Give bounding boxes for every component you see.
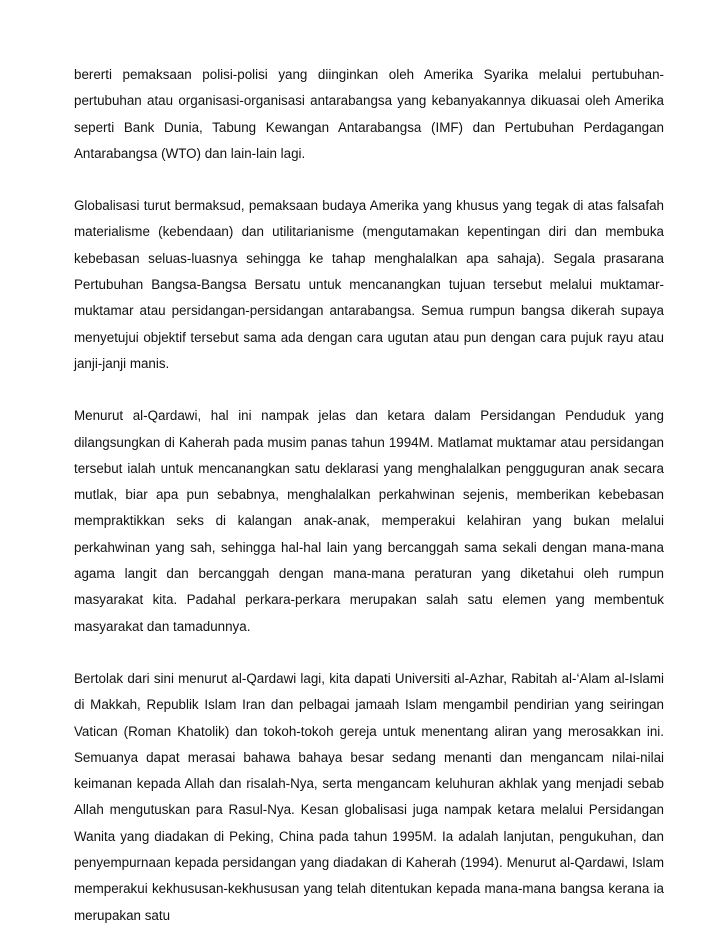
paragraph-gap	[74, 377, 664, 403]
paragraph: Bertolak dari sini menurut al-Qardawi lagi, kita dapati Universiti al-Azhar, Rabitah al-‘Alam al-Islami di Makkah, Republik Islam Iran dan pelbagai jamaah Islam mengambil pendirian yang seiringan Vatican (Roman Khatolik) dan tokoh-tokoh gereja untuk menentang aliran yang merosakkan ini. Semuanya dapat merasai bahawa bahaya besar sedang menanti dan mengancam nilai-nilai keimanan kepada Allah dan risalah-Nya, serta mengancam keluhuran akhlak yang menjadi sebab Allah mengutuskan para Rasul-Nya. Kesan globalisasi juga nampak ketara melalui Persidangan Wanita yang diadakan di Peking, China pada tahun 1995M. Ia adalah lanjutan, pengukuhan, dan penyempurnaan kepada persidangan yang diadakan di Kaherah (1994). Menurut al-Qardawi, Islam memperakui kekhususan-kekhususan yang telah ditentukan kepada mana-mana bangsa kerana ia merupakan satu	[74, 670, 664, 923]
paragraph-gap	[74, 167, 664, 193]
paragraph-gap	[74, 640, 664, 666]
paragraph: Globalisasi turut bermaksud, pemaksaan budaya Amerika yang khusus yang tegak di atas falsafah materialisme (kebendaan) dan utilitarianisme (mengutamakan kepentingan diri dan membuka kebebasan seluas-luasnya sehingga ke tahap menghalalkan apa sahaja). Segala prasarana Pertubuhan Bangsa-Bangsa Bersatu untuk mencanangkan tujuan tersebut melalui muktamar-muktamar atau persidangan-persidangan antarabangsa. Semua rumpun bangsa dikerah supaya menyetujui objektif tersebut sama ada dengan cara ugutan atau pun dengan cara pujuk rayu atau janji-janji manis.	[74, 198, 664, 371]
paragraph: Menurut al-Qardawi, hal ini nampak jelas dan ketara dalam Persidangan Penduduk yang dilangsungkan di Kaherah pada musim panas tahun 1994M. Matlamat muktamar atau persidangan tersebut ialah untuk mencanangkan satu deklarasi yang menghalalkan pengguguran anak secara mutlak, biar apa pun sebabnya, menghalalkan perkahwinan sejenis, memberikan kebebasan mempraktikkan seks di kalangan anak-anak, memperakui kelahiran yang bukan melalui perkahwinan yang sah, sehingga hal-hal lain yang bercanggah sama sekali dengan mana-mana agama langit dan bercanggah dengan mana-mana peraturan yang diketahui oleh rumpun masyarakat kita. Padahal perkara-perkara merupakan salah satu elemen yang membentuk masyarakat dan tamadunnya.	[74, 408, 664, 634]
document-body	[74, 62, 664, 929]
paragraph: bererti pemaksaan polisi-polisi yang diinginkan oleh Amerika Syarika melalui pertubuhan-pertubuhan atau organisasi-organisasi antarabangsa yang kebanyakannya dikuasai oleh Amerika seperti Bank Dunia, Tabung Kewangan Antarabangsa (IMF) dan Pertubuhan Perdagangan Antarabangsa (WTO) dan lain-lain lagi.	[74, 67, 664, 161]
